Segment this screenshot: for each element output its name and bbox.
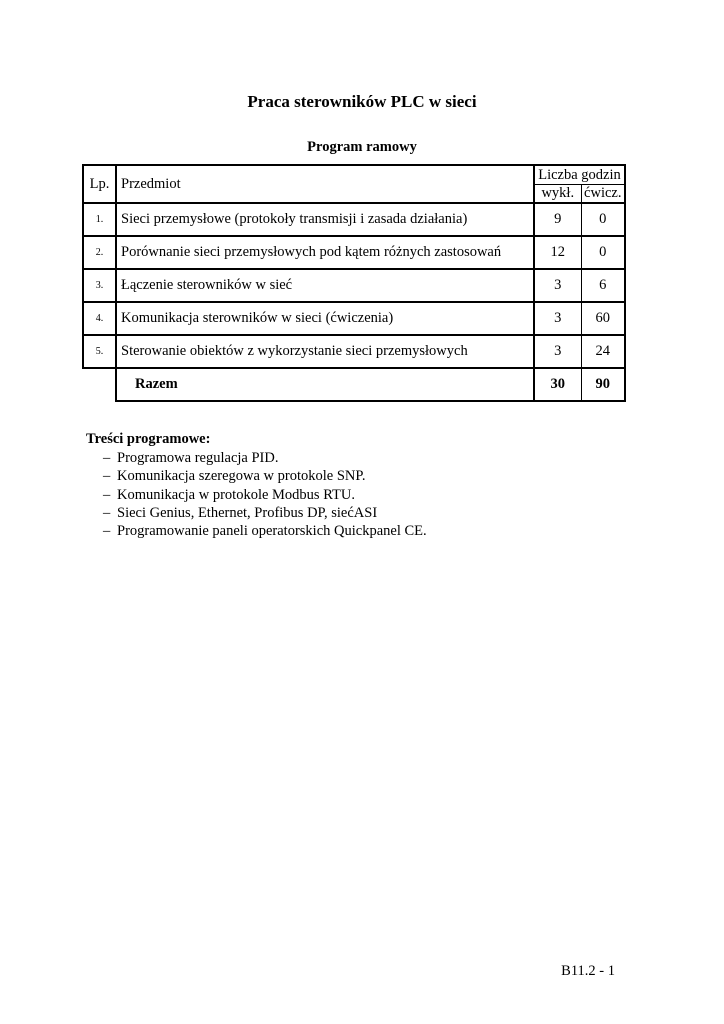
total-lectures: 30 [534,368,581,401]
row-exercises: 6 [581,269,625,302]
header-lp: Lp. [83,165,116,203]
header-lectures: wykł. [534,184,581,203]
total-label: Razem [116,368,534,401]
row-lp: 2. [83,236,116,269]
total-exercises: 90 [581,368,625,401]
header-exercises: ćwicz. [581,184,625,203]
header-hours-group: Liczba godzin [534,165,625,184]
dash-bullet: – [103,450,111,466]
table-row [83,269,625,302]
dash-bullet: – [103,486,111,503]
row-lectures: 9 [534,203,581,236]
row-lp: 4. [83,302,116,335]
header-subject: Przedmiot [116,165,534,203]
list-item-text: Komunikacja szeregowa w protokole SNP. [117,468,366,485]
list-item-text: Programowanie paneli operatorskich Quickpanel CE. [117,523,427,540]
row-exercises: 0 [581,236,625,269]
table-total-row [83,368,625,401]
row-lectures: 12 [534,236,581,269]
row-exercises: 0 [581,203,625,236]
list-item-text: Sieci Genius, Ethernet, Profibus DP, siećASI [117,504,378,521]
list-item [103,504,427,522]
row-subject: Komunikacja sterowników w sieci (ćwiczenia) [116,302,534,335]
row-exercises: 24 [581,335,625,368]
row-subject: Porównanie sieci przemysłowych pod kątem różnych zastosowań [116,236,534,269]
list-item [103,522,427,540]
row-lectures: 3 [534,335,581,368]
table-row [83,335,625,368]
contents-heading: Treści programowe: [86,431,211,447]
list-item-text: Programowa regulacja PID. [117,450,279,466]
row-subject: Sterowanie obiektów z wykorzystanie sieci przemysłowych [116,335,534,368]
row-exercises: 60 [581,302,625,335]
row-lectures: 3 [534,269,581,302]
program-table [82,164,626,402]
contents-list [103,449,427,540]
dash-bullet: – [103,468,111,485]
row-subject: Łączenie sterowników w sieć [116,269,534,302]
dash-bullet: – [103,523,111,540]
list-item [103,486,427,504]
document-title: Praca sterowników PLC w sieci [247,92,477,111]
row-lp: 3. [83,269,116,302]
row-lectures: 3 [534,302,581,335]
list-item-text: Komunikacja w protokole Modbus RTU. [117,486,355,503]
table-row [83,203,625,236]
table-header-row [83,165,625,184]
total-empty-cell [83,368,116,401]
table-row [83,236,625,269]
dash-bullet: – [103,504,111,521]
page-number: B11.2 - 1 [561,963,615,979]
list-item [103,467,427,485]
table-row [83,302,625,335]
row-lp: 1. [83,203,116,236]
document-subtitle: Program ramowy [307,139,417,155]
list-item [103,449,427,467]
row-lp: 5. [83,335,116,368]
row-subject: Sieci przemysłowe (protokoły transmisji i zasada działania) [116,203,534,236]
